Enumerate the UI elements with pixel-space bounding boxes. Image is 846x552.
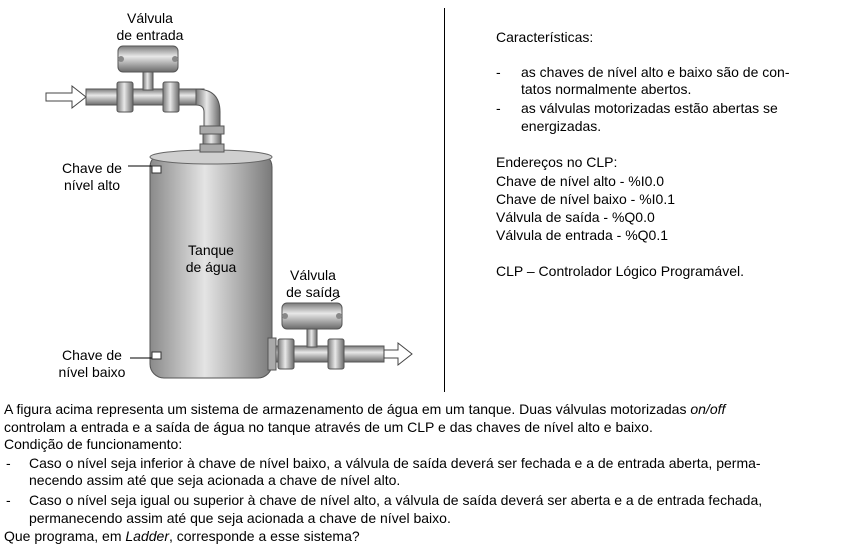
tank-label-line1: Tanque — [188, 242, 234, 258]
address-item: Chave de nível alto - %I0.0 — [496, 173, 665, 189]
high-switch-label — [52, 160, 132, 194]
characteristic-2-line2: energizadas. — [521, 118, 602, 134]
inlet-pipe — [86, 89, 224, 152]
valve-out-label-line2: de saída — [286, 284, 340, 300]
inlet-arrow-icon — [46, 86, 86, 108]
valve-in-label-line2: de entrada — [116, 27, 184, 43]
condition-1-line2: necendo assim até que seja acionada a chave de nível alto. — [29, 472, 401, 488]
condition-2-line1: Caso o nível seja igual ou superior à chave de nível alto, a válvula de saída deverá ser aberta e a de entrada fechada, — [29, 492, 763, 508]
address-item: Válvula de saída - %Q0.0 — [496, 209, 655, 225]
question-text: Que programa, em Ladder, corresponde a esse sistema? — [4, 528, 360, 544]
low-switch-label — [52, 347, 132, 381]
characteristics-title: Características: — [496, 29, 594, 45]
valve-out-label — [274, 267, 352, 301]
intro-line-1 — [4, 401, 725, 418]
valve-in-label-line1: Válvula — [127, 10, 173, 26]
high-switch-label-line2: nível alto — [63, 177, 121, 193]
tank-label-line2: de água — [185, 259, 237, 275]
high-level-switch — [128, 166, 161, 173]
valve-in-label — [108, 10, 192, 44]
low-switch-label-line1: Chave de — [62, 347, 122, 363]
bullet-dash-2: - — [496, 100, 501, 116]
characteristic-1-line2: tatos normalmente abertos. — [521, 81, 692, 97]
clp-note: CLP – Controlador Lógico Programável. — [496, 263, 744, 279]
condition-title: Condição de funcionamento: — [4, 436, 183, 452]
intro-line-2: controlam a entrada e a saída de água no tanque através de um CLP e das chaves de nível alto e baixo. — [4, 419, 653, 435]
address-item: Chave de nível baixo - %I0.1 — [496, 191, 675, 207]
condition-dash-2: - — [6, 492, 11, 508]
outlet-arrow-icon — [384, 343, 412, 365]
valve-out-label-line1: Válvula — [290, 267, 336, 283]
characteristic-2-line1: as válvulas motorizadas estão abertas se — [521, 100, 778, 116]
bullet-dash-1: - — [496, 64, 501, 80]
condition-1-line1: Caso o nível seja inferior à chave de nível baixo, a válvula de saída deverá ser fechada e a de entrada aberta, perma- — [29, 455, 761, 471]
intro-line-1-text: A figura acima representa um sistema de armazenamento de água em um tanque. Duas válvulas motorizadas on/off — [4, 401, 726, 417]
question — [4, 528, 360, 545]
tank-label — [174, 242, 248, 276]
characteristic-1-line1: as chaves de nível alto e baixo são de con- — [521, 64, 790, 80]
low-level-switch — [130, 352, 161, 359]
vertical-divider — [444, 8, 445, 392]
low-switch-label-line2: nível baixo — [58, 364, 126, 380]
condition-dash-1: - — [6, 455, 11, 471]
high-switch-label-line1: Chave de — [62, 160, 122, 176]
addresses-title: Endereços no CLP: — [496, 154, 618, 170]
address-item: Válvula de entrada - %Q0.1 — [496, 227, 668, 243]
condition-2-line2: permanecendo assim até que seja acionada a chave de nível baixo. — [29, 510, 451, 526]
